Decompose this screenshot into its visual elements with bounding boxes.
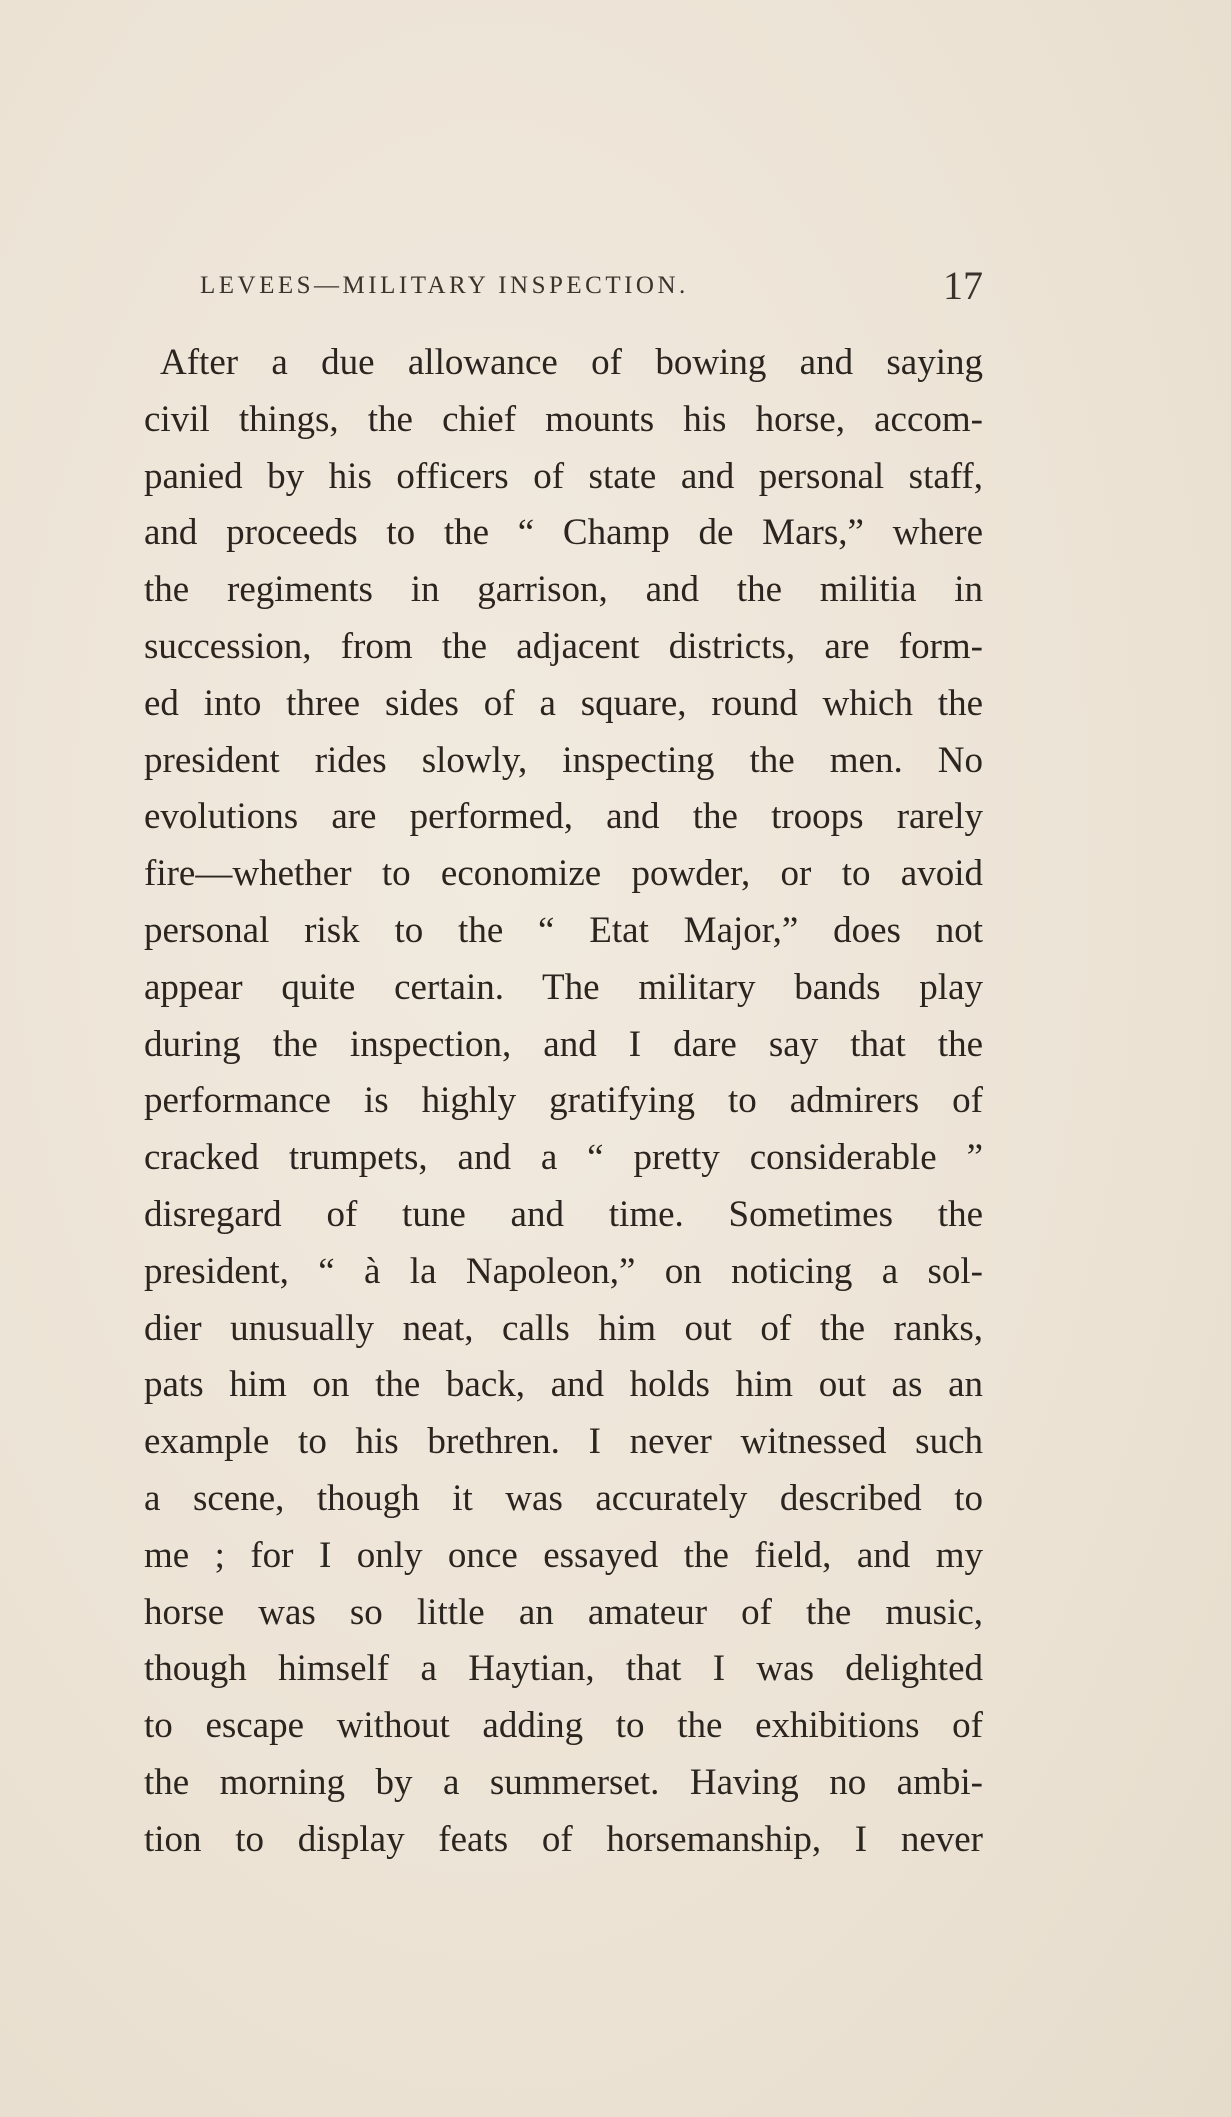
text-line: appear quite certain. The military bands play [144,966,983,1008]
text-line: After a due allowance of bowing and saying [160,342,983,383]
text-line: evolutions are performed, and the troops rarely [144,796,983,838]
text-line: president, “ à la Napoleon,” on noticing a sol- [144,1250,983,1292]
running-title: LEVEES—MILITARY INSPECTION. [200,272,689,299]
text-line: president rides slowly, inspecting the men. No [144,739,983,781]
text-line: performance is highly gratifying to admirers of [144,1080,983,1122]
text-line: cracked trumpets, and a “ pretty considerable ” [144,1137,983,1179]
text-line: dier unusually neat, calls him out of the ranks, [144,1307,983,1349]
text-line: ed into three sides of a square, round which the [144,682,983,724]
text-line: example to his brethren. I never witnessed such [144,1421,983,1463]
text-line: horse was so little an amateur of the music, [144,1591,983,1633]
body-text [144,335,983,1869]
text-line: succession, from the adjacent districts, are form- [144,625,983,667]
page-header [200,262,983,306]
text-line: pats him on the back, and holds him out as an [144,1364,983,1406]
text-line: tion to display feats of horsemanship, I never [144,1818,983,1860]
page-number: 17 [943,263,983,308]
text-line: personal risk to the “ Etat Major,” does not [144,909,983,951]
text-line: to escape without adding to the exhibitions of [144,1705,983,1747]
text-line: civil things, the chief mounts his horse, accom- [144,398,983,440]
text-line: fire—whether to economize powder, or to avoid [144,853,983,895]
text-line: me ; for I only once essayed the field, and my [144,1534,983,1576]
text-line: disregard of tune and time. Sometimes the [144,1193,983,1235]
text-line: during the inspection, and I dare say that the [144,1023,983,1065]
text-line: panied by his officers of state and personal staff, [144,455,983,497]
text-line: though himself a Haytian, that I was delighted [144,1648,983,1690]
text-line: the morning by a summerset. Having no ambi- [144,1761,983,1803]
text-line: the regiments in garrison, and the militia in [144,569,983,611]
text-line: and proceeds to the “ Champ de Mars,” where [144,512,983,554]
text-line: a scene, though it was accurately described to [144,1477,983,1519]
